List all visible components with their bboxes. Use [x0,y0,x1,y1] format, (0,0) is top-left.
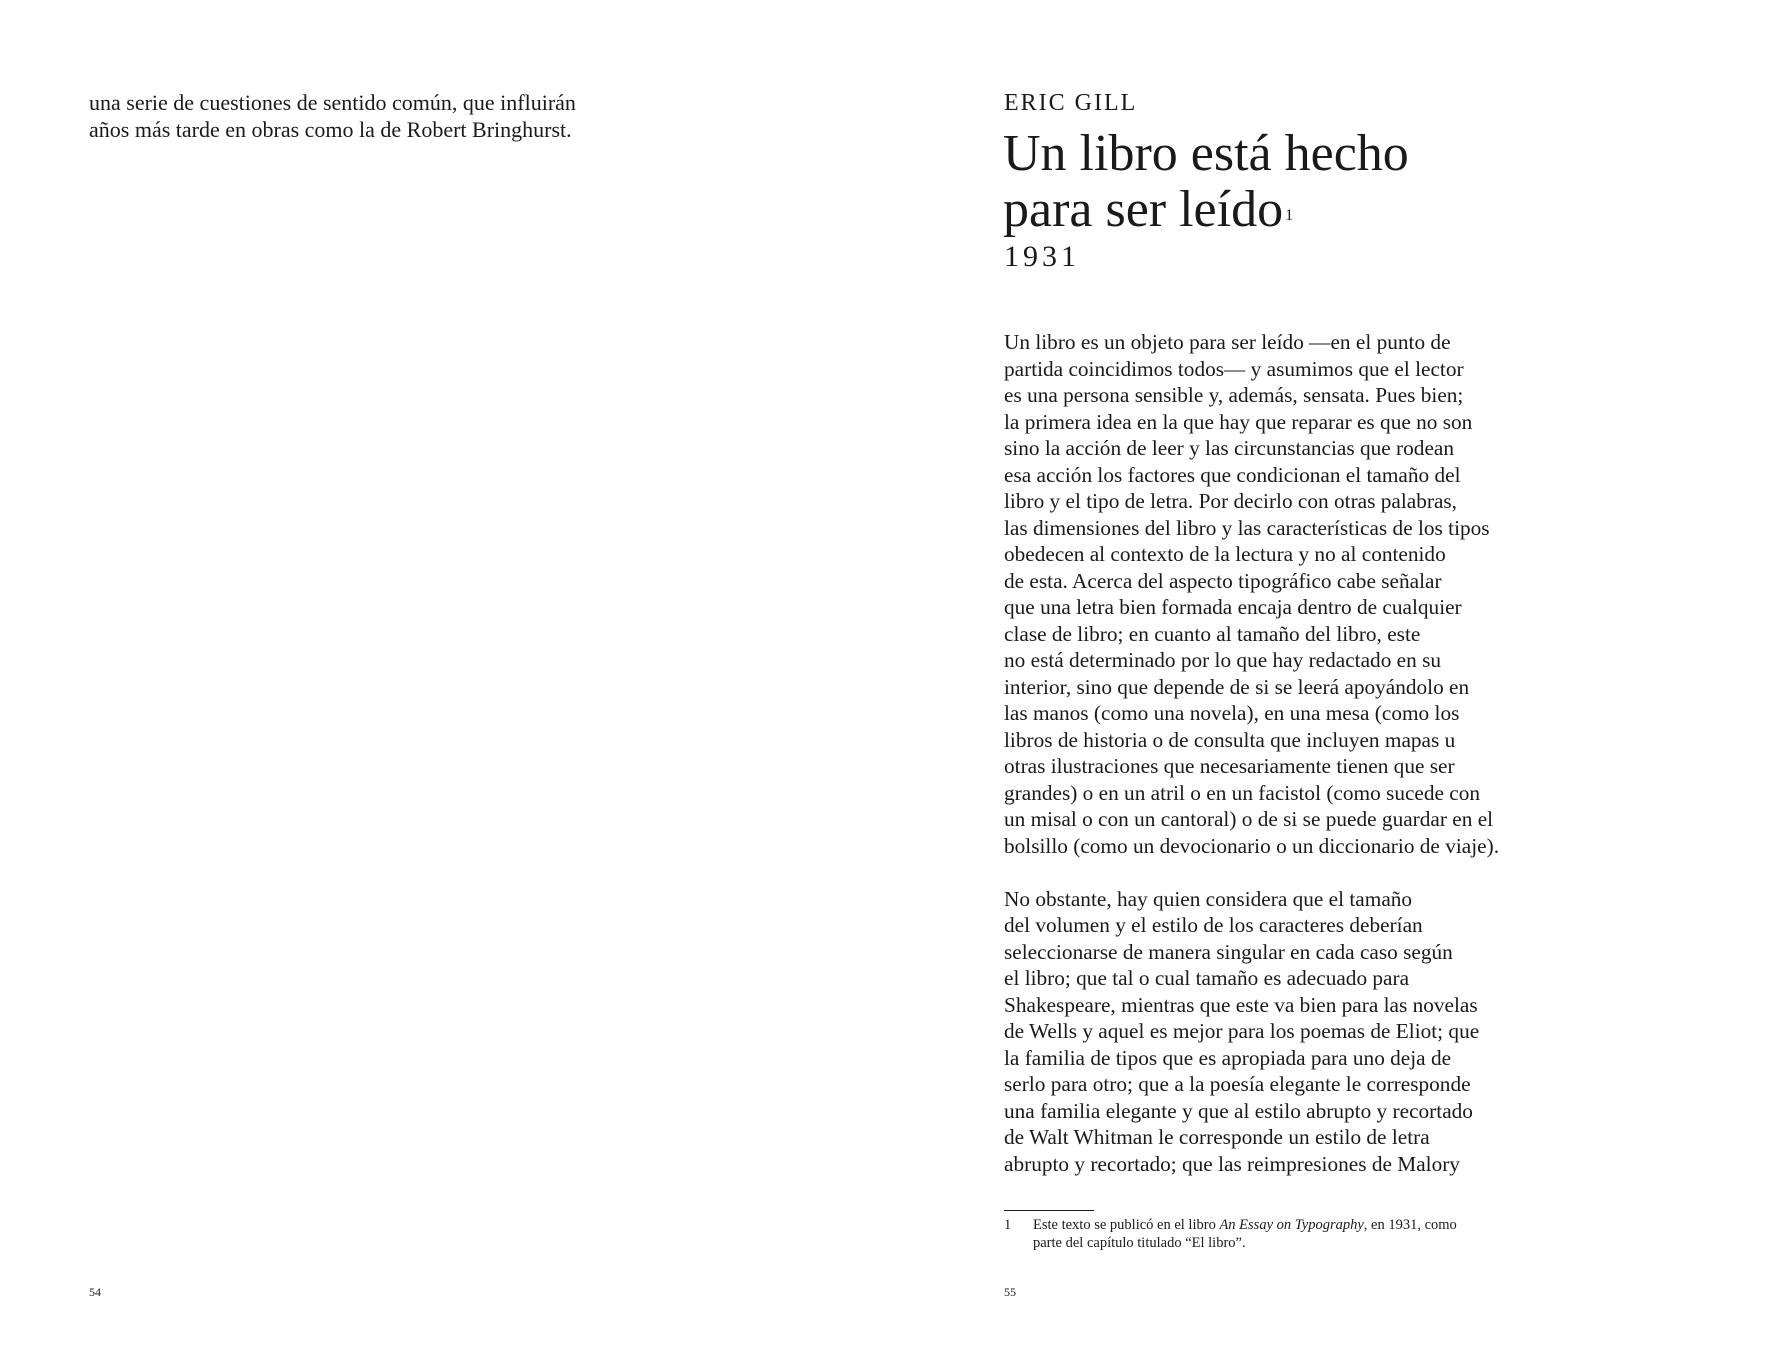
text-line: de Walt Whitman le corresponde un estilo de letra [1004,1125,1430,1149]
text-line: otras ilustraciones que necesariamente tienen que ser [1004,754,1455,778]
right-page [886,0,1772,1358]
footnote-line [1033,1216,1564,1234]
text-line: la familia de tipos que es apropiada para uno deja de [1004,1045,1452,1070]
text-line: abrupto y recortado; que las reimpresiones de Malory [1004,1151,1460,1176]
footnote-divider [1004,1210,1094,1211]
footnote-text-segment: Este texto se publicó en el libro [1033,1217,1220,1233]
text-line: No obstante, hay quien considera que el tamaño [1004,886,1413,911]
footnote [1004,1216,1564,1252]
text-line: el libro; que tal o cual tamaño es adecuado para [1004,966,1410,990]
title-line-text: para ser leído [1003,181,1284,238]
text-line: no está determinado por lo que hay redactado en su [1004,648,1442,672]
text-line: la primera idea en la que hay que reparar es que no son [1004,409,1473,434]
paragraph-gap [1004,859,1564,886]
page-number-left: 54 [89,1285,101,1299]
page-number-right: 55 [1004,1285,1016,1299]
text-line: es una persona sensible y, además, sensata. Pues bien; [1004,383,1464,407]
footnote-reference[interactable]: 1 [1285,207,1294,224]
text-line: clase de libro; en cuanto al tamaño del libro, este [1004,621,1421,646]
footnote-number: 1 [1004,1217,1012,1233]
footnote-text-segment: , en 1931, como [1363,1217,1457,1233]
chapter-title [1003,126,1703,238]
text-line: una familia elegante y que al estilo abrupto y recortado [1004,1098,1473,1123]
footnote-book-title: An Essay on Typography [1219,1217,1364,1233]
text-line: serlo para otro; que a la poesía elegante le corresponde [1004,1072,1471,1096]
text-line: partida coincidimos todos— y asumimos que el lector [1004,356,1464,381]
text-line: esa acción los factores que condicionan el tamaño del [1004,462,1461,487]
text-line: sino la acción de leer y las circunstancias que rodean [1004,436,1455,460]
text-line: de Wells y aquel es mejor para los poemas de Eliot; que [1004,1019,1480,1043]
text-line: las dimensiones del libro y las características de los tipos [1004,515,1490,540]
title-line [1003,182,1703,238]
footnote-text [1033,1216,1564,1252]
text-line: grandes) o en un atril o en un facistol (como sucede con [1004,780,1481,805]
text-line: Shakespeare, mientras que este va bien para las novelas [1004,992,1478,1017]
publication-year: 1931 [1004,240,1080,273]
text-line: que una letra bien formada encaja dentro de cualquier [1004,595,1462,619]
text-line: del volumen y el estilo de los caracteres deberían [1004,913,1423,937]
text-line: libro y el tipo de letra. Por decirlo con otras palabras, [1004,489,1458,513]
text-line: un misal o con un cantoral) o de si se puede guardar en el [1004,807,1494,831]
left-page-text [89,90,729,143]
text-line: las manos (como una novela), en una mesa (como los [1004,701,1460,725]
text-line: interior, sino que depende de si se leerá apoyándolo en [1004,674,1470,699]
text-line: de esta. Acerca del aspecto tipográfico cabe señalar [1004,568,1442,593]
text-line: años más tarde en obras como la de Robert Bringhurst. [89,116,572,142]
text-line: una serie de cuestiones de sentido común, que influirán [89,90,576,115]
text-line: libros de historia o de consulta que incluyen mapas u [1004,727,1456,752]
text-line: seleccionarse de manera singular en cada caso según [1004,939,1453,964]
text-line: obedecen al contexto de la lectura y no al contenido [1004,542,1446,566]
footnote-line: parte del capítulo titulado “El libro”. [1033,1235,1246,1251]
author-name: ERIC GILL [1004,90,1138,116]
title-line: Un libro está hecho [1003,125,1409,182]
text-line: Un libro es un objeto para ser leído —en el punto de [1004,330,1451,354]
body-text [1004,329,1564,1177]
text-line: bolsillo (como un devocionario o un diccionario de viaje). [1004,833,1500,858]
